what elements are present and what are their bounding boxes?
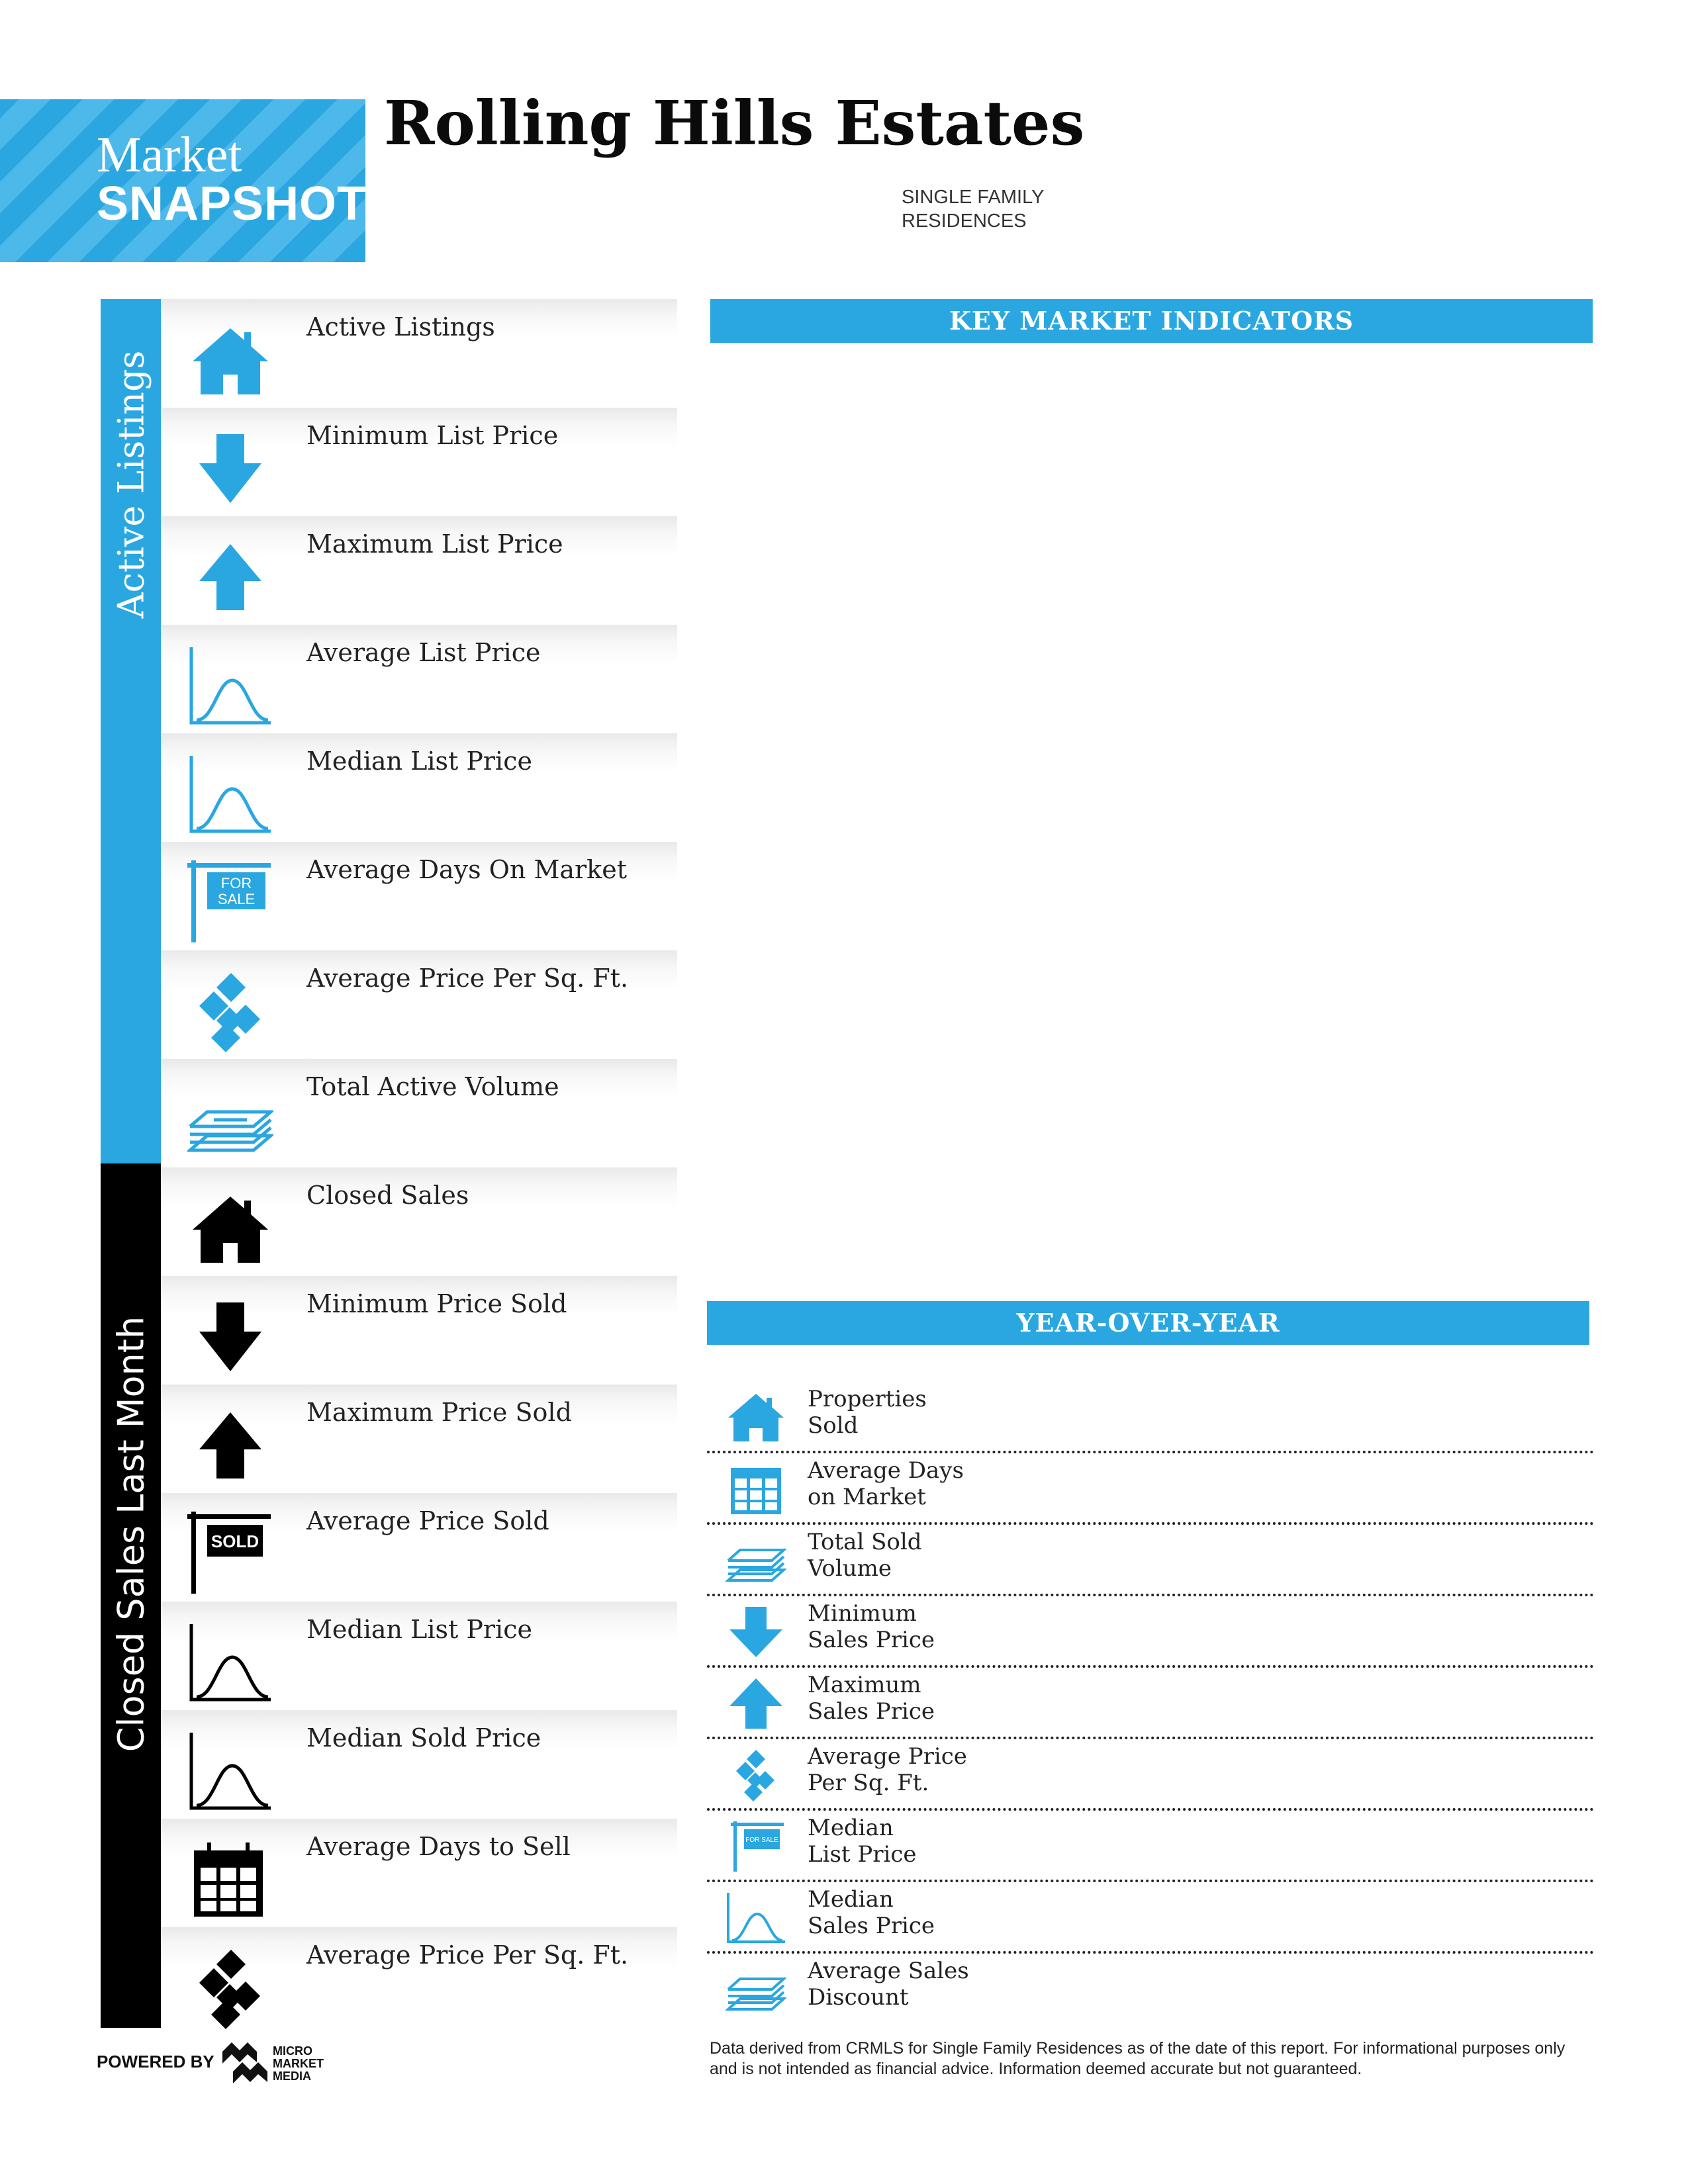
yoy-label: Median Sales Price: [808, 1886, 935, 1939]
yoy-label: Properties Sold: [808, 1386, 927, 1439]
logo-line-2: MARKET: [273, 2057, 324, 2070]
calendar-icon: [187, 1836, 273, 1922]
yoy-row-average-sales-discount: [707, 1951, 1594, 2023]
arrow-down-icon: [187, 1293, 273, 1379]
closed-sales-section-label: Closed Sales Last Month: [110, 1316, 152, 1752]
for-sale-text-1: FOR: [220, 875, 252, 891]
metric-row-maximum-price-sold: [161, 1385, 677, 1493]
arrow-up-icon: [187, 533, 273, 619]
yoy-row-median-sales-price: [707, 1880, 1594, 1954]
metric-label: Average Price Per Sq. Ft.: [306, 964, 629, 993]
key-market-indicators-header: KEY MARKET INDICATORS: [710, 299, 1593, 343]
yoy-row-average-price-per-sqft: [707, 1737, 1594, 1811]
property-type-line-2: RESIDENCES: [902, 210, 1027, 232]
metric-row-average-price-per-sqft: [161, 950, 677, 1059]
metric-row-minimum-list-price: [161, 408, 677, 516]
disclaimer-text: Data derived from CRMLS for Single Family Residences as of the date of this report. For informational purposes only and is not intended as financial advice. Information deemed accurate but not guaranteed.: [710, 2039, 1566, 2078]
yoy-label: Average Price Per Sq. Ft.: [808, 1743, 967, 1796]
metric-label: Closed Sales: [306, 1181, 469, 1210]
bell-curve-icon: [187, 642, 273, 728]
metric-row-average-days-to-sell: [161, 1819, 677, 1927]
tiles-icon: [726, 1749, 786, 1801]
for-sale-text-2: SALE: [217, 891, 256, 907]
yoy-row-properties-sold: [707, 1379, 1594, 1453]
metric-label: Average Price Per Sq. Ft.: [306, 1940, 629, 1970]
yoy-row-average-days-on-market: [707, 1451, 1594, 1525]
metric-row-active-listings: [161, 299, 677, 408]
arrow-up-icon: [726, 1677, 786, 1730]
metric-row-closed-sales: [161, 1167, 677, 1276]
yoy-label: Average Days on Market: [808, 1457, 964, 1510]
bell-curve-icon: [726, 1891, 786, 1944]
metric-row-median-list-price-closed: [161, 1602, 677, 1710]
yoy-row-maximum-sales-price: [707, 1665, 1594, 1739]
yoy-label: Maximum Sales Price: [808, 1672, 935, 1725]
metric-label: Median List Price: [306, 1615, 532, 1644]
micro-market-media-wordmark: [273, 2045, 324, 2083]
house-icon: [187, 1185, 273, 1271]
active-listings-section-bar: [101, 299, 161, 1163]
bell-curve-icon: [187, 1619, 273, 1705]
metric-row-average-days-on-market: [161, 842, 677, 950]
metric-label: Average List Price: [306, 638, 541, 667]
yoy-label: Minimum Sales Price: [808, 1600, 935, 1653]
metric-label: Maximum Price Sold: [306, 1398, 572, 1427]
property-type: [902, 185, 1074, 233]
arrow-down-icon: [187, 425, 273, 511]
yoy-label: Median List Price: [808, 1815, 917, 1868]
bell-curve-icon: [187, 751, 273, 837]
for-sale-sign-icon: [726, 1820, 786, 1873]
tiles-icon: [187, 968, 273, 1054]
metric-label: Minimum Price Sold: [306, 1289, 567, 1318]
bell-curve-icon: [187, 1727, 273, 1813]
market-label: Market: [97, 127, 242, 183]
yoy-label: Total Sold Volume: [808, 1529, 922, 1582]
money-stack-icon: [726, 1534, 786, 1587]
yoy-label: Average Sales Discount: [808, 1958, 969, 2011]
money-stack-icon: [187, 1076, 273, 1162]
page-title: Rolling Hills Estates: [384, 87, 1085, 159]
yoy-row-median-list-price: [707, 1808, 1594, 1882]
active-listings-section-label: Active Listings: [110, 350, 152, 619]
metric-label: Median List Price: [306, 747, 532, 776]
logo-line-1: MICRO: [273, 2044, 312, 2058]
metric-row-average-price-sold: [161, 1493, 677, 1602]
house-icon: [726, 1391, 786, 1444]
snapshot-label: SNAPSHOT: [97, 177, 367, 230]
metric-label: Maximum List Price: [306, 529, 563, 559]
yoy-row-minimum-sales-price: [707, 1594, 1594, 1668]
metric-label: Average Price Sold: [306, 1506, 549, 1535]
money-stack-icon: [726, 1963, 786, 2016]
metric-row-maximum-list-price: [161, 516, 677, 625]
closed-sales-section-bar: [101, 1163, 161, 2028]
metric-label: Average Days On Market: [306, 855, 627, 884]
metric-row-minimum-price-sold: [161, 1276, 677, 1385]
arrow-down-icon: [726, 1606, 786, 1659]
metric-label: Average Days to Sell: [306, 1832, 571, 1861]
yoy-row-total-sold-volume: [707, 1522, 1594, 1596]
metric-row-median-sold-price: [161, 1710, 677, 1819]
metric-label: Active Listings: [306, 312, 495, 341]
house-icon: [187, 316, 273, 402]
metric-row-average-price-per-sqft-closed: [161, 1927, 677, 2036]
for-sale-sign-icon: [187, 859, 273, 945]
sold-text: SOLD: [211, 1531, 259, 1551]
metric-row-median-list-price: [161, 733, 677, 842]
logo-line-3: MEDIA: [273, 2070, 311, 2083]
metric-row-average-list-price: [161, 625, 677, 733]
for-sale-text: FOR SALE: [745, 1837, 778, 1844]
sold-sign-icon: [187, 1510, 273, 1596]
market-snapshot-banner: [0, 99, 365, 262]
powered-by-label: POWERED BY: [97, 2052, 214, 2071]
year-over-year-header: YEAR-OVER-YEAR: [707, 1301, 1589, 1345]
arrow-up-icon: [187, 1402, 273, 1488]
calendar-icon: [726, 1463, 786, 1516]
property-type-line-1: SINGLE FAMILY: [902, 187, 1045, 208]
metric-row-total-active-volume: [161, 1059, 677, 1167]
metric-label: Median Sold Price: [306, 1723, 541, 1752]
metric-label: Total Active Volume: [306, 1072, 559, 1101]
micro-market-media-logo-icon: [220, 2038, 270, 2086]
tiles-icon: [187, 1944, 273, 2030]
metric-label: Minimum List Price: [306, 421, 559, 450]
